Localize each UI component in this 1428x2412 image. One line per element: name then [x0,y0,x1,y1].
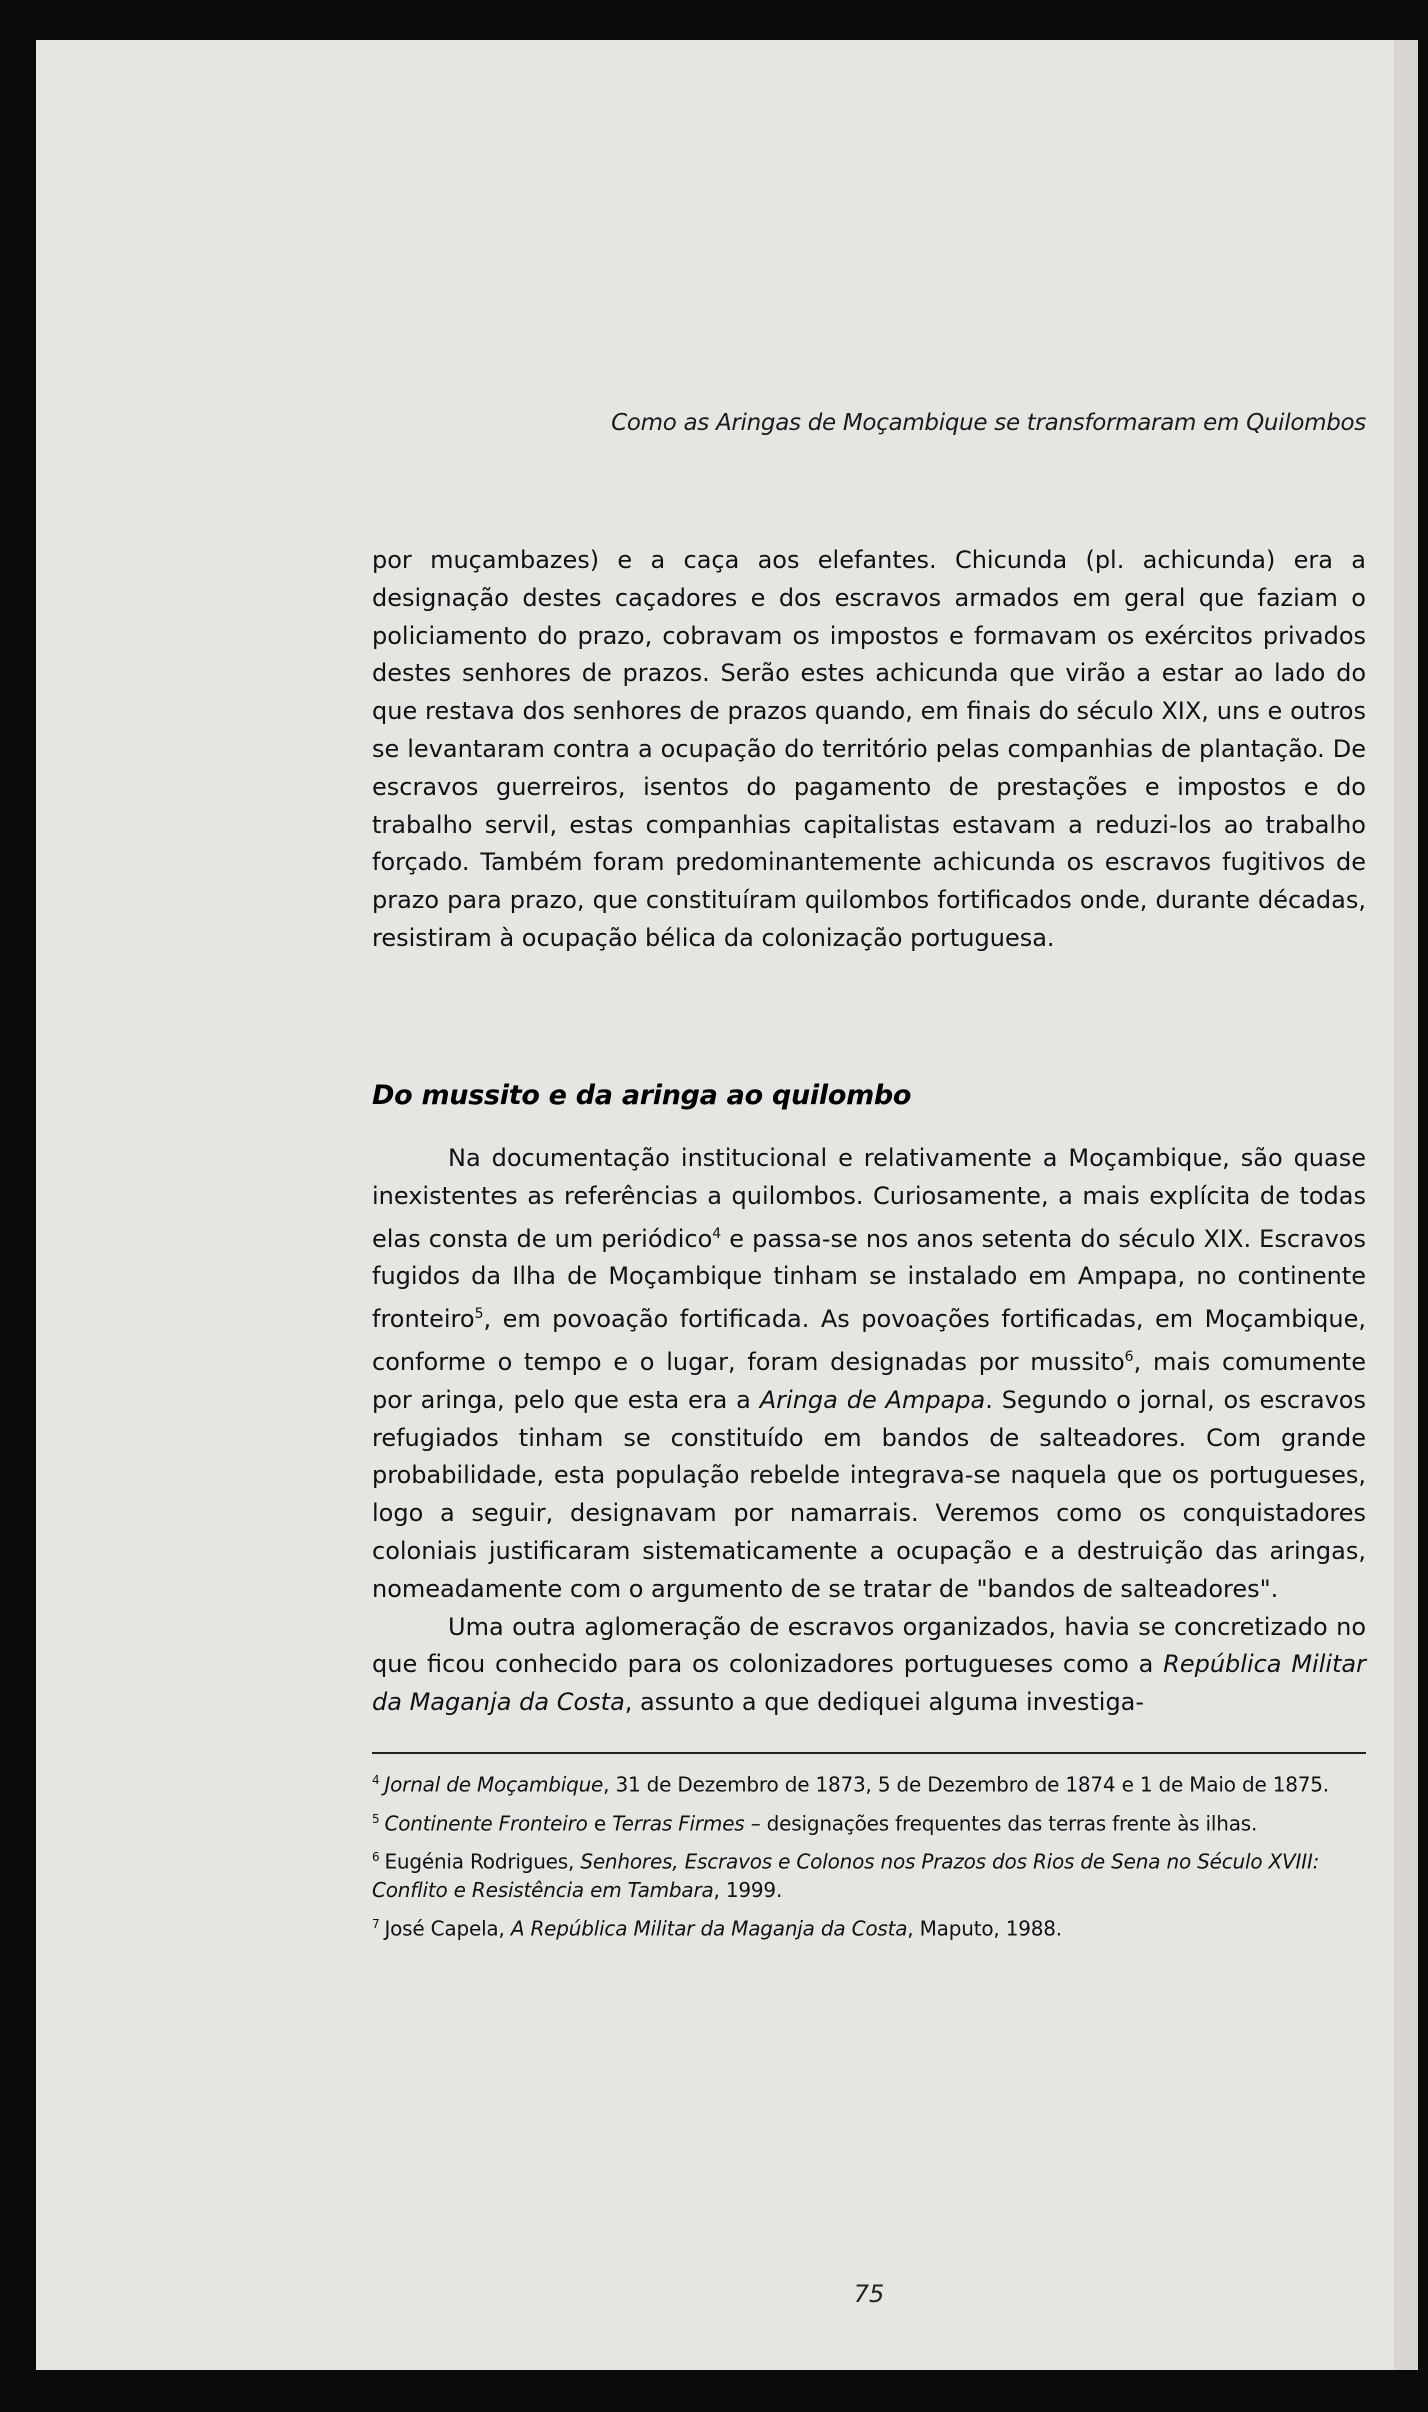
footnotes [372,1766,1366,1949]
footnote-text: e [587,1811,613,1836]
footnote-number: 6 [372,1850,380,1865]
p2-text-3: , em povoação fortificada. As povoações fortificadas, em Moçambique, conforme o tempo e o lugar, foram designadas por mussito [372,1305,1366,1376]
footnote-7 [372,1910,1366,1943]
p2-text-1: Na documentação institucional e relativamente a Moçambique, são quase inexistentes as referências a quilombos. Curiosamente, a mais explícita de todas elas consta de um periódico [372,1144,1366,1253]
p3-text-2: , assunto a que dediquei alguma investiga- [624,1688,1145,1717]
section-heading: Do mussito e da aringa ao quilombo [372,1080,912,1111]
footnote-ref-6: 6 [1124,1348,1134,1365]
footnote-title-2: Terras Firmes [612,1811,745,1836]
p2-text-4: , mais comumente por aringa, pelo que esta era a [372,1347,1366,1414]
footnote-title: Senhores, Escravos e Colonos nos Prazos dos Rios de Sena no Século XVIII: Conflito e Resistência em Tambara [372,1849,1320,1902]
body-section [372,1140,1366,1722]
adjacent-page-edge [1394,40,1418,2370]
running-head: Como as Aringas de Moçambique se transformaram em Quilombos [611,410,1366,436]
p2-text-2: e passa-se nos anos setenta do século XIX. Escravos fugidos da Ilha de Moçambique tinham se instalado em Ampapa, no continente fronteiro [372,1224,1366,1334]
footnote-ref-5: 5 [474,1306,484,1323]
footnote-number: 7 [372,1916,380,1931]
footnote-ref-4: 4 [712,1225,722,1242]
p2-text-5: . Segundo o jornal, os escravos refugiados tinham se constituído em bandos de salteadores. Com grande probabilidade, esta população rebelde integrava-se naquela que os portugueses, logo a seguir, designavam por namarrais. Veremos como os conquistadores coloniais justificaram sistematicamente a ocupação e a destruição das aringas, nomeadamente com o argumento de se tratar de "bandos de salteadores". [372,1385,1366,1603]
book-page [36,40,1394,2370]
footnote-author: Eugénia Rodrigues, [384,1849,581,1874]
p2-italic-aringa: Aringa de Ampapa [759,1385,986,1414]
footnote-4 [372,1766,1366,1799]
p3-italic-republica: República Militar da Maganja da Costa [372,1650,1367,1717]
page-number: 75 [853,2280,885,2308]
footnote-text: , Maputo, 1988. [907,1916,1062,1941]
footnote-text: – designações frequentes das terras frente às ilhas. [744,1811,1258,1836]
footnote-number: 5 [372,1811,380,1826]
footnote-6 [372,1843,1366,1904]
footnote-text: , 31 de Dezembro de 1873, 5 de Dezembro de 1874 e 1 de Maio de 1875. [603,1772,1329,1797]
p3-text-1: Uma outra aglomeração de escravos organizados, havia se concretizado no que ficou conhecido para os colonizadores portugueses como a [372,1612,1366,1679]
footnote-author: José Capela, [384,1916,511,1941]
body-paragraph-3 [372,1609,1366,1722]
body-paragraph-2 [372,1140,1366,1609]
footnote-title: A República Militar da Maganja da Costa [510,1916,908,1941]
footnote-5 [372,1805,1366,1838]
footnote-divider [372,1752,1366,1754]
footnote-title: Jornal de Moçambique [384,1772,604,1797]
footnote-title: Continente Fronteiro [384,1811,588,1836]
body-paragraph-1: por muçambazes) e a caça aos elefantes. Chicunda (pl. achicunda) era a designação destes caçadores e dos escravos armados em geral que faziam o policiamento do prazo, cobravam os impostos e formavam os exércitos privados destes senhores de prazos. Serão estes achicunda que virão a estar ao lado do que restava dos senhores de prazos quando, em finais do século XIX, uns e outros se levantaram contra a ocupação do território pelas companhias de plantação. De escravos guerreiros, isentos do pagamento de prestações e impostos e do trabalho servil, estas companhias capitalistas estavam a reduzi-los ao trabalho forçado. Também foram predominantemente achicunda os escravos fugitivos de prazo para prazo, que constituíram quilombos fortificados onde, durante décadas, resistiram à ocupação bélica da colonização portuguesa. [372,546,1366,952]
footnote-text: , 1999. [713,1877,783,1902]
footnote-number: 4 [372,1773,380,1787]
